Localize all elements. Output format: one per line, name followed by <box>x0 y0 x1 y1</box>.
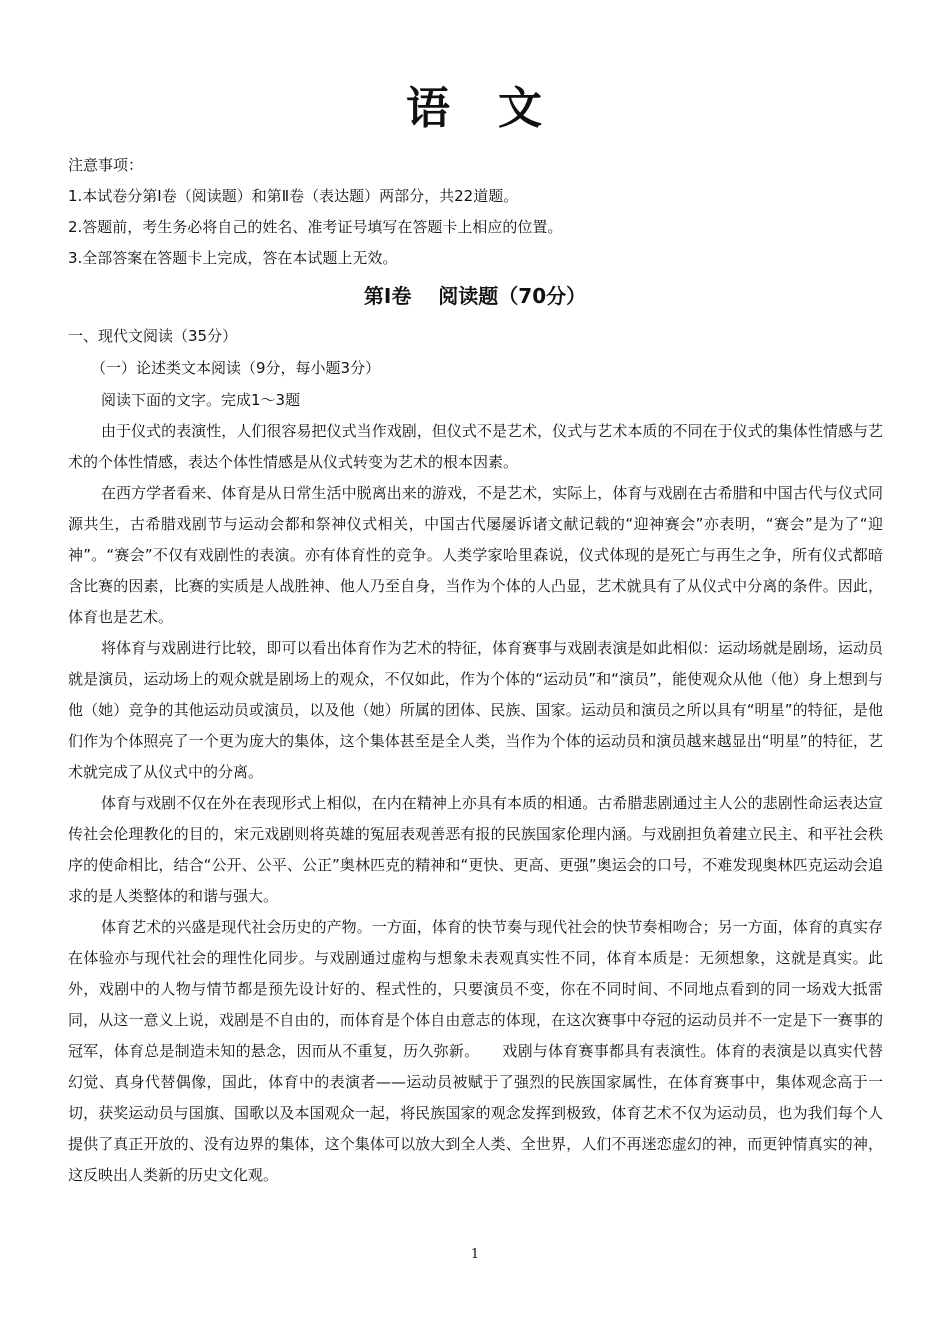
part-heading: 一、现代文阅读（35分） <box>68 327 238 345</box>
page-title: 语 文 <box>406 83 544 134</box>
notice-item: 2.答题前，考生务必将自己的姓名、准考证号填写在答题卡上相应的位置。 <box>68 218 563 236</box>
passage-paragraph: 由于仪式的表演性，人们很容易把仪式当作戏剧，但仪式不是艺术，仪式与艺术本质的不同在于仪式的集体性情感与艺术的个体性情感，表达个体性情感是从仪式转变为艺术的根本因素。 <box>68 422 883 471</box>
page-number: 1 <box>470 1247 480 1262</box>
notice-item: 3.全部答案在答题卡上完成，答在本试题上无效。 <box>68 249 398 267</box>
section-title: 第Ⅰ卷 阅读题（70分） <box>363 284 587 308</box>
passage-paragraph: 体育与戏剧不仅在外在表现形式上相似，在内在精神上亦具有本质的相通。古希腊悲剧通过主人公的悲剧性命运表达宣传社会伦理教化的目的，宋元戏剧则将英雄的冤屈表观善恶有报的民族国家伦理内涵。与戏剧担负着建立民主、和平社会秩序的使命相比，结合“公开、公平、公正”奥林匹克的精神和“更快、更高、更强”奥运会的口号，不难发现奥林匹克运动会追求的是人类整体的和谐与强大。 <box>68 794 883 905</box>
instruction: 阅读下面的文字。完成1～3题 <box>101 391 301 409</box>
passage-paragraph: 在西方学者看来、体育是从日常生活中脱离出来的游戏，不是艺术，实际上，体育与戏剧在古希腊和中国古代与仪式同源共生，古希腊戏剧节与运动会都和祭神仪式相关，中国古代屡屡诉诸文献记载的“迎神赛会”亦表明，“赛会”是为了“迎神”。“赛会”不仅有戏剧性的表演。亦有体育性的竞争。人类学家哈里森说，仪式体现的是死亡与再生之争，所有仪式都暗含比赛的因素，比赛的实质是人战胜神、他人乃至自身，当作为个体的人凸显，艺术就具有了从仪式中分离的条件。因此，体育也是艺术。 <box>68 484 883 626</box>
notice-block <box>68 150 888 274</box>
sub-heading: （一）论述类文本阅读（9分，每小题3分） <box>91 359 381 377</box>
notice-item: 1.本试卷分第Ⅰ卷（阅读题）和第Ⅱ卷（表达题）两部分，共22道题。 <box>68 187 519 205</box>
passage-paragraph: 体育艺术的兴盛是现代社会历史的产物。一方面，体育的快节奏与现代社会的快节奏相吻合；另一方面，体育的真实存在体验亦与现代社会的理性化同步。与戏剧通过虚构与想象未表观真实性不同，体育本质是：无须想象，这就是真实。此外，戏剧中的人物与情节都是预先设计好的、程式性的，只要演员不变，你在不同时间、不同地点看到的同一场戏大抵雷同，从这一意义上说，戏剧是不自由的，而体育是个体自由意志的体现，在这次赛事中夺冠的运动员并不一定是下一赛事的冠军，体育总是制造未知的悬念，因而从不重复，历久弥新。 戏剧与体育赛事都具有表演性。体育的表演是以真实代替幻觉、真身代替偶像，国此，体育中的表演者——运动员被赋于了强烈的民族国家属性，在体育赛事中，集体观念高于一切，获奖运动员与国旗、国歌以及本国观众一起，将民族国家的观念发挥到极致，体育艺术不仅为运动员，也为我们每个人提供了真正开放的、没有边界的集体，这个集体可以放大到全人类、全世界，人们不再迷恋虚幻的神，而更钟情真实的神，这反映出人类新的历史文化观。 <box>68 918 883 1184</box>
passage-paragraph: 将体育与戏剧进行比较，即可以看出体育作为艺术的特征，体育赛事与戏剧表演是如此相似：运动场就是剧场，运动员就是演员，运动场上的观众就是剧场上的观众，不仅如此，作为个体的“运动员”和“演员”，能使观众从他（他）身上想到与他（她）竞争的其他运动员或演员，以及他（她）所属的团体、民族、国家。运动员和演员之所以具有“明星”的特征，是他们作为个体照亮了一个更为庞大的集体，这个集体甚至是全人类，当作为个体的运动员和演员越来越显出“明星”的特征，艺术就完成了从仪式中的分离。 <box>68 639 883 781</box>
reading-section <box>68 320 883 1191</box>
notice-heading: 注意事项： <box>68 156 144 174</box>
